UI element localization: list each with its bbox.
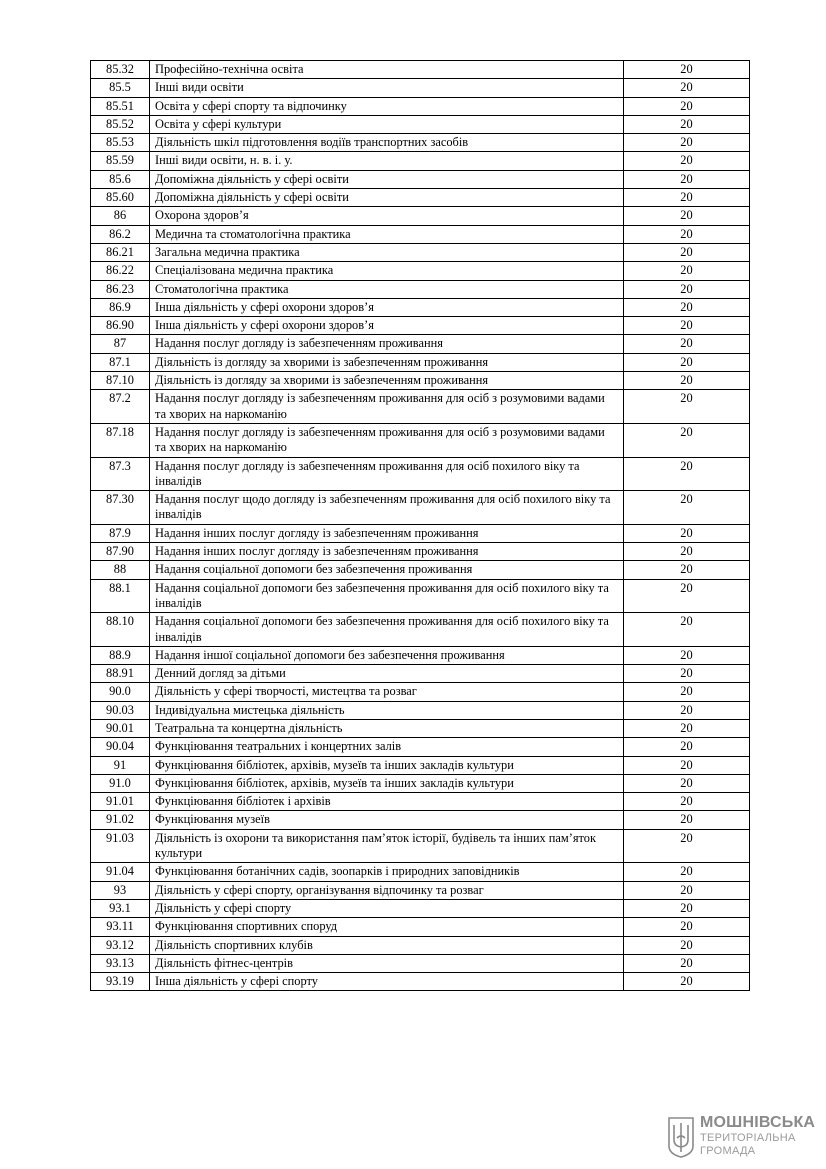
table-row [91,646,750,664]
activity-rates-table [90,60,750,991]
name-cell: Функціювання спортивних споруд [150,918,624,936]
name-cell: Функціювання бібліотек, архівів, музеїв та інших закладів культури [150,756,624,774]
table-row [91,207,750,225]
name-cell: Надання інших послуг догляду із забезпеченням проживання [150,543,624,561]
rate-cell: 20 [624,225,750,243]
rate-cell: 20 [624,491,750,525]
table-row [91,793,750,811]
name-cell: Функціювання ботанічних садів, зоопарків і природних заповідників [150,863,624,881]
trident-emblem-icon [668,1116,694,1158]
code-cell: 93.13 [91,954,150,972]
rate-cell: 20 [624,61,750,79]
name-cell: Надання соціальної допомоги без забезпечення проживання для осіб похилого віку та інвалідів [150,579,624,613]
code-cell: 85.32 [91,61,150,79]
code-cell: 93.1 [91,899,150,917]
name-cell: Надання послуг догляду із забезпеченням проживання [150,335,624,353]
name-cell: Охорона здоров’я [150,207,624,225]
table-row [91,280,750,298]
code-cell: 90.01 [91,719,150,737]
table-row [91,665,750,683]
code-cell: 85.52 [91,115,150,133]
table-row [91,243,750,261]
name-cell: Інші види освіти [150,79,624,97]
table-row [91,899,750,917]
code-cell: 90.03 [91,701,150,719]
code-cell: 88.1 [91,579,150,613]
table-row [91,774,750,792]
table-body [91,61,750,991]
rate-cell: 20 [624,899,750,917]
table-row [91,936,750,954]
name-cell: Інші види освіти, н. в. і. у. [150,152,624,170]
code-cell: 85.59 [91,152,150,170]
code-cell: 93.11 [91,918,150,936]
name-cell: Діяльність шкіл підготовлення водіїв транспортних засобів [150,134,624,152]
table-row [91,61,750,79]
table-row [91,152,750,170]
name-cell: Діяльність у сфері творчості, мистецтва та розваг [150,683,624,701]
table-row [91,189,750,207]
rate-cell: 20 [624,543,750,561]
name-cell: Діяльність у сфері спорту [150,899,624,917]
table-row [91,973,750,991]
table-row [91,353,750,371]
name-cell: Надання послуг щодо догляду із забезпеченням проживання для осіб похилого віку та інвалідів [150,491,624,525]
name-cell: Надання соціальної допомоги без забезпечення проживання для осіб похилого віку та інвалідів [150,613,624,647]
code-cell: 86.21 [91,243,150,261]
table-row [91,543,750,561]
name-cell: Інша діяльність у сфері охорони здоров’я [150,317,624,335]
code-cell: 87.1 [91,353,150,371]
table-row [91,719,750,737]
table-row [91,97,750,115]
community-logo [668,1114,818,1160]
code-cell: 86.22 [91,262,150,280]
rate-cell: 20 [624,665,750,683]
table-row [91,918,750,936]
name-cell: Стоматологічна практика [150,280,624,298]
table-row [91,390,750,424]
table-row [91,954,750,972]
rate-cell: 20 [624,829,750,863]
table-row [91,561,750,579]
name-cell: Функціювання бібліотек і архівів [150,793,624,811]
code-cell: 91 [91,756,150,774]
name-cell: Функціювання бібліотек, архівів, музеїв та інших закладів культури [150,774,624,792]
rate-cell: 20 [624,738,750,756]
table-row [91,756,750,774]
rate-cell: 20 [624,936,750,954]
rate-cell: 20 [624,646,750,664]
code-cell: 90.04 [91,738,150,756]
name-cell: Функціювання театральних і концертних залів [150,738,624,756]
name-cell: Індивідуальна мистецька діяльність [150,701,624,719]
table-row [91,524,750,542]
code-cell: 87.2 [91,390,150,424]
table-row [91,613,750,647]
rate-cell: 20 [624,115,750,133]
name-cell: Функціювання музеїв [150,811,624,829]
rate-cell: 20 [624,189,750,207]
name-cell: Діяльність фітнес-центрів [150,954,624,972]
code-cell: 87.18 [91,423,150,457]
table-row [91,491,750,525]
rate-cell: 20 [624,262,750,280]
rate-cell: 20 [624,613,750,647]
rate-cell: 20 [624,97,750,115]
code-cell: 91.02 [91,811,150,829]
rate-cell: 20 [624,423,750,457]
name-cell: Спеціалізована медична практика [150,262,624,280]
code-cell: 85.51 [91,97,150,115]
table-row [91,372,750,390]
code-cell: 93.12 [91,936,150,954]
rate-cell: 20 [624,134,750,152]
name-cell: Діяльність із догляду за хворими із забезпеченням проживання [150,372,624,390]
table-row [91,170,750,188]
name-cell: Надання соціальної допомоги без забезпечення проживання [150,561,624,579]
rate-cell: 20 [624,973,750,991]
name-cell: Надання послуг догляду із забезпеченням проживання для осіб з розумовими вадами та хворих на наркоманію [150,423,624,457]
logo-title: МОШНІВСЬКА [700,1114,816,1131]
code-cell: 90.0 [91,683,150,701]
table-row [91,317,750,335]
name-cell: Діяльність спортивних клубів [150,936,624,954]
code-cell: 85.5 [91,79,150,97]
rate-cell: 20 [624,152,750,170]
name-cell: Допоміжна діяльність у сфері освіти [150,189,624,207]
name-cell: Загальна медична практика [150,243,624,261]
code-cell: 87.9 [91,524,150,542]
code-cell: 93 [91,881,150,899]
name-cell: Діяльність із догляду за хворими із забезпеченням проживання [150,353,624,371]
name-cell: Надання послуг догляду із забезпеченням проживання для осіб з розумовими вадами та хворих на наркоманію [150,390,624,424]
name-cell: Освіта у сфері спорту та відпочинку [150,97,624,115]
table-row [91,134,750,152]
rate-cell: 20 [624,298,750,316]
rate-cell: 20 [624,170,750,188]
table-row [91,262,750,280]
table-row [91,811,750,829]
code-cell: 86.9 [91,298,150,316]
rate-cell: 20 [624,811,750,829]
rate-cell: 20 [624,335,750,353]
code-cell: 93.19 [91,973,150,991]
code-cell: 85.6 [91,170,150,188]
code-cell: 87.10 [91,372,150,390]
rate-cell: 20 [624,79,750,97]
code-cell: 91.04 [91,863,150,881]
rate-cell: 20 [624,881,750,899]
name-cell: Надання послуг догляду із забезпеченням проживання для осіб похилого віку та інвалідів [150,457,624,491]
code-cell: 86.23 [91,280,150,298]
rate-cell: 20 [624,918,750,936]
table-row [91,298,750,316]
rate-cell: 20 [624,561,750,579]
table-row [91,829,750,863]
rate-cell: 20 [624,701,750,719]
code-cell: 87 [91,335,150,353]
code-cell: 87.3 [91,457,150,491]
table-row [91,863,750,881]
table-row [91,79,750,97]
rate-cell: 20 [624,954,750,972]
logo-subtitle-2: ГРОМАДА [700,1145,756,1157]
code-cell: 88 [91,561,150,579]
code-cell: 85.60 [91,189,150,207]
table-row [91,579,750,613]
rate-cell: 20 [624,207,750,225]
code-cell: 86 [91,207,150,225]
rate-cell: 20 [624,863,750,881]
rate-cell: 20 [624,280,750,298]
code-cell: 85.53 [91,134,150,152]
code-cell: 86.2 [91,225,150,243]
rate-cell: 20 [624,683,750,701]
table-row [91,115,750,133]
table-row [91,423,750,457]
name-cell: Професійно-технічна освіта [150,61,624,79]
code-cell: 88.91 [91,665,150,683]
table-row [91,683,750,701]
rate-cell: 20 [624,317,750,335]
name-cell: Інша діяльність у сфері охорони здоров’я [150,298,624,316]
name-cell: Освіта у сфері культури [150,115,624,133]
code-cell: 87.30 [91,491,150,525]
code-cell: 87.90 [91,543,150,561]
code-cell: 86.90 [91,317,150,335]
name-cell: Надання інших послуг догляду із забезпеченням проживання [150,524,624,542]
table-row [91,457,750,491]
rate-cell: 20 [624,756,750,774]
rate-cell: 20 [624,243,750,261]
name-cell: Медична та стоматологічна практика [150,225,624,243]
name-cell: Театральна та концертна діяльність [150,719,624,737]
name-cell: Діяльність у сфері спорту, організування відпочинку та розваг [150,881,624,899]
code-cell: 91.0 [91,774,150,792]
name-cell: Надання іншої соціальної допомоги без забезпечення проживання [150,646,624,664]
code-cell: 91.03 [91,829,150,863]
name-cell: Денний догляд за дітьми [150,665,624,683]
name-cell: Діяльність із охорони та використання пам’яток історії, будівель та інших пам’яток культури [150,829,624,863]
rate-cell: 20 [624,719,750,737]
code-cell: 91.01 [91,793,150,811]
rate-cell: 20 [624,774,750,792]
rate-cell: 20 [624,390,750,424]
code-cell: 88.10 [91,613,150,647]
table-row [91,738,750,756]
table-row [91,225,750,243]
code-cell: 88.9 [91,646,150,664]
rate-cell: 20 [624,353,750,371]
logo-subtitle: ТЕРИТОРІАЛЬНА [700,1132,796,1144]
table-row [91,701,750,719]
name-cell: Інша діяльність у сфері спорту [150,973,624,991]
rate-cell: 20 [624,457,750,491]
rate-cell: 20 [624,372,750,390]
rate-cell: 20 [624,793,750,811]
rate-cell: 20 [624,579,750,613]
rate-cell: 20 [624,524,750,542]
table-row [91,881,750,899]
table-row [91,335,750,353]
name-cell: Допоміжна діяльність у сфері освіти [150,170,624,188]
